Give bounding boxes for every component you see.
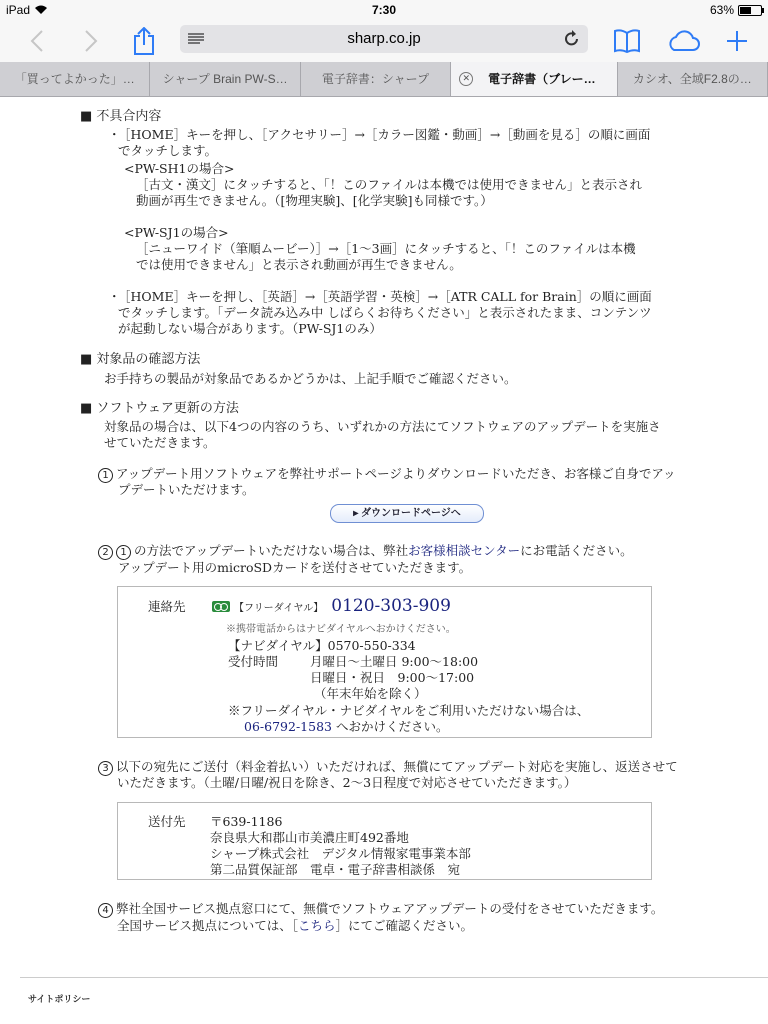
- tab-3[interactable]: 電子辞書：シャープ: [301, 62, 451, 96]
- sh1-text-2: 動画が再生できません。（[物理実験]、[化学実験]も同様です。）: [136, 193, 493, 208]
- hours-weekday: 月曜日〜土曜日 9:00〜18:00: [310, 654, 479, 669]
- method-4-text-post: ］にてご確認ください。: [335, 918, 474, 933]
- shipping-address: 奈良県大和郡山市美濃庄町492番地: [210, 830, 409, 845]
- method-3-text-2: いただきます。（土曜/日曜/祝日を除き、2〜3日程度で対応させていただきます。）: [117, 775, 577, 790]
- reload-icon[interactable]: [564, 30, 580, 47]
- chevron-right-icon: [84, 30, 98, 52]
- tab-1[interactable]: 「買ってよかった」…: [0, 62, 150, 96]
- defect-text-4: でタッチします。「データ読み込み中 しばらくお待ちください」と表示されたまま、コンテンツ: [118, 305, 652, 320]
- contact-label: 連絡先: [148, 599, 186, 614]
- tab-5[interactable]: カシオ、全域F2.8の…: [618, 62, 768, 96]
- freedial-number[interactable]: 0120-303-909: [331, 596, 451, 616]
- shipping-company: シャープ株式会社 デジタル情報家電事業本部: [210, 846, 471, 861]
- site-policy-link[interactable]: サイトポリシー: [28, 994, 91, 1004]
- tab-4-active[interactable]: [451, 62, 617, 96]
- defect-text-1: ［HOME］キーを押し、［アクセサリー］→［カラー図鑑・動画］→［動画を見る］の順に画面: [118, 127, 651, 142]
- method-3-line-1: [98, 759, 678, 776]
- defect-text-2: でタッチします。: [118, 143, 218, 158]
- tab-2[interactable]: シャープ Brain PW-S…: [150, 62, 300, 96]
- sj1-heading: <PW-SJ1の場合>: [124, 225, 229, 240]
- bullet-1: ・: [108, 127, 121, 142]
- footer-divider: [20, 977, 768, 978]
- update-text-2: せていただきます。: [104, 435, 216, 450]
- method-2-text-2: アップデート用のmicroSDカードを送付させていただきます。: [118, 560, 472, 575]
- method-3-number: 3: [98, 761, 113, 776]
- url-text: sharp.co.jp: [347, 30, 421, 47]
- bullet-2: ・: [108, 289, 121, 304]
- method-1-number: 1: [98, 468, 113, 483]
- share-icon: [133, 27, 155, 55]
- freedial-label: 【フリーダイヤル】: [234, 603, 324, 614]
- method-2-line-1: [98, 543, 633, 560]
- service-centers-link[interactable]: こちら: [298, 918, 336, 933]
- section-update-title: ソフトウェア更新の方法: [96, 401, 239, 416]
- tab-4-label: 電子辞書（ブレー…: [488, 72, 596, 86]
- method-4-text: 弊社全国サービス拠点窓口にて、無償でソフトウェアアップデートの受付をさせていただきます。: [116, 901, 664, 916]
- forward-button[interactable]: [74, 24, 108, 58]
- method-1-text-2: プデートいただけます。: [118, 482, 255, 497]
- tab-bar: [0, 62, 768, 97]
- status-bar: [0, 0, 768, 20]
- battery-percent: 63%: [709, 3, 734, 17]
- alt-number-row: [244, 719, 448, 735]
- method-1-line-1: [98, 466, 676, 483]
- device-name: iPad: [6, 3, 31, 17]
- freedial-row: [212, 598, 451, 617]
- battery-icon: [738, 5, 762, 16]
- check-text: お手持ちの製品が対象品であるかどうかは、上記手順でご確認ください。: [104, 371, 517, 386]
- download-page-button[interactable]: [330, 504, 484, 523]
- plus-icon: [726, 30, 748, 52]
- method-2-number: 2: [98, 545, 113, 560]
- section-check-heading: ■ 対象品の確認方法: [80, 352, 201, 367]
- cloud-icon: [666, 30, 700, 52]
- icloud-tabs-button[interactable]: [666, 24, 700, 58]
- mobile-note: ※携帯電話からはナビダイヤルへおかけください。: [226, 624, 456, 635]
- chevron-left-icon: [30, 30, 44, 52]
- defect-text-3: ［HOME］キーを押し、［英語］→［英語学習・英検］→［ATR CALL for Brain］の順に画面: [118, 289, 652, 304]
- hours-label: 受付時間: [228, 654, 279, 669]
- alt-note: ※フリーダイヤル・ナビダイヤルをご利用いただけない場合は、: [228, 703, 590, 718]
- bookmarks-button[interactable]: [610, 24, 644, 58]
- section-check-title: 対象品の確認方法: [96, 352, 201, 367]
- play-triangle-icon: ▸: [353, 508, 361, 519]
- method-2-text: の方法でアップデートいただけない場合は、弊社: [134, 543, 409, 558]
- sj1-text-1: ［ニューワイド（筆順ムービー）］→［1〜3画］にタッチすると、「！このファイルは本機: [136, 241, 636, 256]
- address-bar[interactable]: [180, 25, 588, 53]
- browser-toolbar: [0, 20, 768, 62]
- download-page-label: ダウンロードページへ: [361, 508, 461, 519]
- customer-center-link[interactable]: お客様相談センター: [408, 543, 521, 558]
- method-4-number: 4: [98, 903, 113, 918]
- new-tab-button[interactable]: [720, 24, 754, 58]
- close-tab-icon[interactable]: ✕: [459, 72, 473, 86]
- shipping-department: 第二品質保証部 電卓・電子辞書相談係 宛: [210, 862, 461, 877]
- section-defect-heading: ■ 不具合内容: [80, 109, 162, 124]
- method-2-text-post: にお電話ください。: [520, 543, 633, 558]
- section-defect-title: 不具合内容: [96, 109, 162, 124]
- navi-dial: 【ナビダイヤル】0570-550-334: [228, 638, 416, 653]
- method-3-text: 以下の宛先にご送付（料金着払い）いただければ、無償にてアップデート対応を実施し、返送させて: [116, 759, 678, 774]
- method-4-text-pre: 全国サービス拠点については、［: [117, 918, 299, 933]
- hours-except: （年末年始を除く）: [314, 686, 427, 701]
- page-content: [0, 97, 768, 1024]
- method-4-line-2: [117, 918, 473, 934]
- alt-phone-number[interactable]: 06-6792-1583: [244, 719, 332, 734]
- sh1-heading: <PW-SH1の場合>: [124, 161, 235, 176]
- freedial-icon: [212, 601, 230, 612]
- update-text-1: 対象品の場合は、以下4つの内容のうち、いずれかの方法にてソフトウェアのアップデートを実施さ: [104, 419, 661, 434]
- section-update-heading: ■ ソフトウェア更新の方法: [80, 401, 239, 416]
- sj1-text-2: では使用できません」と表示され動画が再生できません。: [136, 257, 462, 272]
- method-1-reference: 1: [116, 545, 131, 560]
- defect-text-5: が起動しない場合があります。（PW-SJ1のみ）: [118, 321, 382, 336]
- clock: 7:30: [371, 3, 397, 17]
- method-1-text: アップデート用ソフトウェアを弊社サポートページよりダウンロードいただき、お客様ご自身でアッ: [116, 466, 676, 481]
- battery-level: [740, 7, 751, 14]
- book-icon: [613, 29, 641, 53]
- shipping-zip: 〒639-1186: [210, 814, 283, 829]
- alt-post: へおかけください。: [335, 719, 449, 734]
- hours-holiday: 日曜日・祝日 9:00〜17:00: [310, 670, 475, 685]
- sh1-text-1: ［古文・漢文］にタッチすると、「！このファイルは本機では使用できません」と表示され: [136, 177, 643, 192]
- back-button[interactable]: [20, 24, 54, 58]
- share-button[interactable]: [127, 24, 161, 58]
- shipping-label: 送付先: [148, 814, 186, 829]
- method-4-line-1: [98, 901, 663, 918]
